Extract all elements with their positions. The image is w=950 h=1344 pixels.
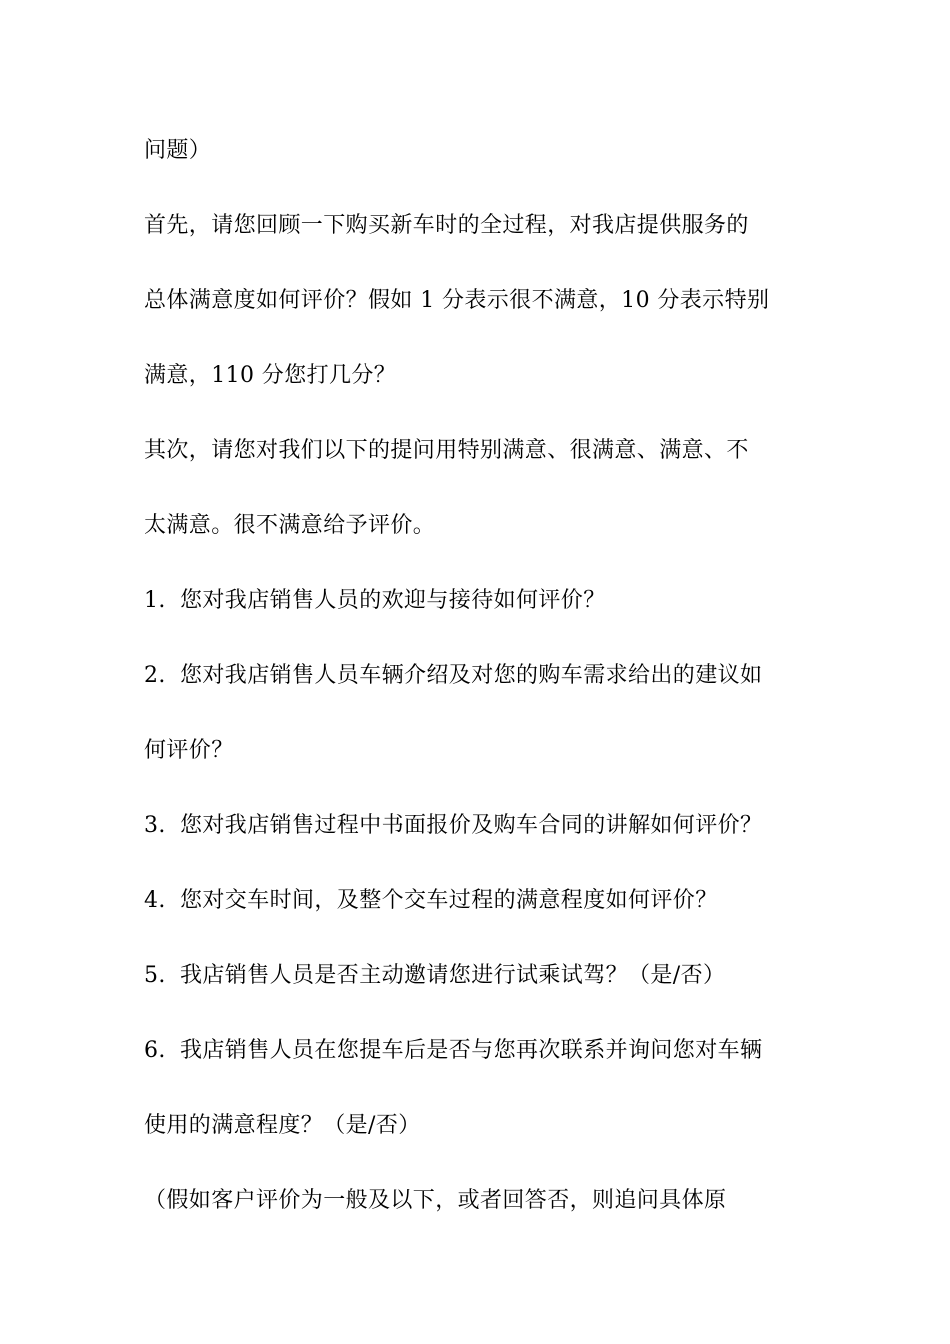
question-item-2 — [144, 661, 824, 691]
text-line-4: 满意，110 分您打几分？ — [144, 363, 397, 388]
item-number: 1. — [144, 588, 166, 613]
closing-note: （假如客户评价为一般及以下，或者回答否，则追问具体原 — [144, 1188, 727, 1213]
item-text: 您对交车时间，及整个交车过程的满意程度如何评价？ — [180, 888, 718, 913]
item-text: 何评价？ — [144, 738, 234, 763]
item-text: 我店销售人员在您提车后是否与您再次联系并询问您对车辆 — [180, 1038, 763, 1063]
item-text: 您对我店销售人员车辆介绍及对您的购车需求给出的建议如 — [180, 663, 763, 688]
item-text: 您对我店销售人员的欢迎与接待如何评价？ — [180, 588, 606, 613]
question-item-6-continued — [144, 1111, 824, 1141]
item-text: 您对我店销售过程中书面报价及购车合同的讲解如何评价？ — [180, 813, 763, 838]
question-item-1 — [144, 586, 824, 616]
item-number: 4. — [144, 888, 166, 913]
text-line-6: 太满意。很不满意给予评价。 — [144, 513, 436, 538]
text-line-3: 总体满意度如何评价？假如 1 分表示很不满意，10 分表示特别 — [144, 288, 770, 313]
question-item-6 — [144, 1036, 824, 1066]
item-number: 3. — [144, 813, 166, 838]
item-number: 5. — [144, 963, 166, 988]
item-text: 使用的满意程度？（是/否） — [144, 1113, 421, 1138]
question-item-2-continued — [144, 736, 824, 766]
text-line-5: 其次，请您对我们以下的提问用特别满意、很满意、满意、不 — [144, 438, 749, 463]
item-number: 6. — [144, 1038, 166, 1063]
item-text: 我店销售人员是否主动邀请您进行试乘试驾？（是/否） — [180, 963, 726, 988]
item-number: 2. — [144, 663, 166, 688]
question-item-3 — [144, 811, 824, 841]
question-item-5 — [144, 961, 824, 991]
text-line-1: 问题） — [144, 138, 212, 163]
text-line-2: 首先，请您回顾一下购买新车时的全过程，对我店提供服务的 — [144, 213, 749, 238]
question-item-4 — [144, 886, 824, 916]
